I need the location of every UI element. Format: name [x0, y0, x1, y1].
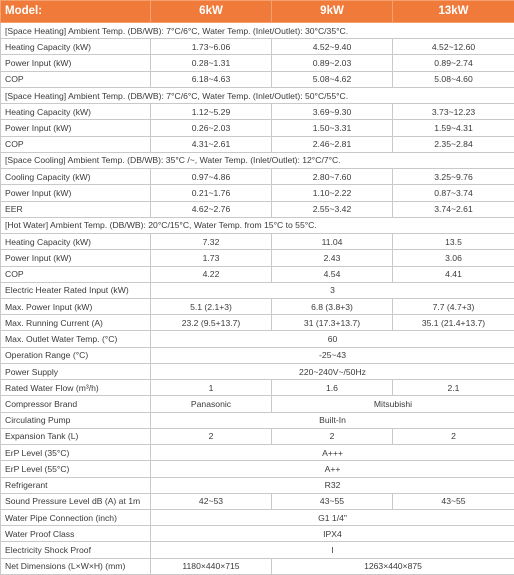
- spec-label: ErP Level (55°C): [1, 461, 151, 477]
- header-row: [1, 1, 514, 23]
- spec-value: 3.74~2.61: [393, 201, 514, 217]
- spec-label: Electricity Shock Proof: [1, 542, 151, 558]
- spec-row: [1, 331, 514, 347]
- spec-value: 1.73~6.06: [151, 39, 272, 55]
- spec-row: [1, 412, 514, 428]
- spec-value: 1.59~4.31: [393, 120, 514, 136]
- spec-label: Sound Pressure Level dB (A) at 1m: [1, 493, 151, 509]
- section-row: [1, 217, 514, 233]
- spec-value: R32: [151, 477, 514, 493]
- spec-value: 3.25~9.76: [393, 169, 514, 185]
- spec-value: 0.21~1.76: [151, 185, 272, 201]
- section-row: [1, 152, 514, 168]
- spec-label: Heating Capacity (kW): [1, 39, 151, 55]
- spec-value: 0.89~2.03: [272, 55, 393, 71]
- spec-row: [1, 461, 514, 477]
- spec-value: 0.26~2.03: [151, 120, 272, 136]
- spec-value: 5.1 (2.1+3): [151, 298, 272, 314]
- spec-label: Expansion Tank (L): [1, 428, 151, 444]
- spec-row: [1, 315, 514, 331]
- spec-label: Circulating Pump: [1, 412, 151, 428]
- spec-value: 0.89~2.74: [393, 55, 514, 71]
- spec-value: 4.31~2.61: [151, 136, 272, 152]
- spec-label: Max. Power Input (kW): [1, 298, 151, 314]
- spec-value: 3: [151, 282, 514, 298]
- spec-value: 5.08~4.60: [393, 71, 514, 87]
- spec-value: 1.50~3.31: [272, 120, 393, 136]
- spec-value: 2.80~7.60: [272, 169, 393, 185]
- spec-row: [1, 542, 514, 558]
- spec-value: 5.08~4.62: [272, 71, 393, 87]
- spec-row: [1, 428, 514, 444]
- spec-value: G1 1/4": [151, 510, 514, 526]
- spec-label: ErP Level (35°C): [1, 445, 151, 461]
- spec-label: Refrigerant: [1, 477, 151, 493]
- spec-label: Compressor Brand: [1, 396, 151, 412]
- spec-value: 220~240V~/50Hz: [151, 363, 514, 379]
- spec-value: 23.2 (9.5+13.7): [151, 315, 272, 331]
- spec-label: EER: [1, 201, 151, 217]
- spec-value: Built-In: [151, 412, 514, 428]
- spec-value: 0.87~3.74: [393, 185, 514, 201]
- spec-label: Power Input (kW): [1, 250, 151, 266]
- spec-value: -25~43: [151, 347, 514, 363]
- spec-label: Water Proof Class: [1, 526, 151, 542]
- spec-value: 60: [151, 331, 514, 347]
- spec-value: 0.28~1.31: [151, 55, 272, 71]
- spec-value: 6.18~4.63: [151, 71, 272, 87]
- spec-row: [1, 396, 514, 412]
- spec-value: 2.35~2.84: [393, 136, 514, 152]
- spec-value: Mitsubishi: [272, 396, 514, 412]
- spec-value: 35.1 (21.4+13.7): [393, 315, 514, 331]
- spec-label: Max. Outlet Water Temp. (°C): [1, 331, 151, 347]
- spec-value: A+++: [151, 445, 514, 461]
- spec-row: [1, 71, 514, 87]
- header-model-9kw: 9kW: [272, 1, 393, 23]
- spec-label: Power Input (kW): [1, 120, 151, 136]
- spec-row: [1, 298, 514, 314]
- spec-value: 43~55: [272, 493, 393, 509]
- spec-label: COP: [1, 71, 151, 87]
- spec-label: Power Input (kW): [1, 185, 151, 201]
- spec-value: 2.46~2.81: [272, 136, 393, 152]
- spec-row: [1, 493, 514, 509]
- spec-value: 4.41: [393, 266, 514, 282]
- spec-row: [1, 477, 514, 493]
- spec-value: 7.7 (4.7+3): [393, 298, 514, 314]
- spec-row: [1, 185, 514, 201]
- spec-value: 1: [151, 380, 272, 396]
- spec-row: [1, 380, 514, 396]
- spec-label: Heating Capacity (kW): [1, 234, 151, 250]
- spec-value: 31 (17.3+13.7): [272, 315, 393, 331]
- spec-row: [1, 510, 514, 526]
- spec-value: 43~55: [393, 493, 514, 509]
- spec-label: Max. Running Current (A): [1, 315, 151, 331]
- spec-label: Rated Water Flow (m³/h): [1, 380, 151, 396]
- spec-value: I: [151, 542, 514, 558]
- section-condition: [Hot Water] Ambient Temp. (DB/WB): 20°C/15°C, Water Temp. from 15°C to 55°C.: [1, 217, 514, 233]
- section-condition: [Space Cooling] Ambient Temp. (DB/WB): 35°C /~, Water Temp. (Inlet/Outlet): 12°C/7°C.: [1, 152, 514, 168]
- spec-row: [1, 234, 514, 250]
- header-model-13kw: 13kW: [393, 1, 514, 23]
- spec-value: IPX4: [151, 526, 514, 542]
- spec-value: 1.12~5.29: [151, 104, 272, 120]
- section-condition: [Space Heating] Ambient Temp. (DB/WB): 7°C/6°C, Water Temp. (Inlet/Outlet): 50°C/55°C.: [1, 87, 514, 103]
- spec-value: 3.06: [393, 250, 514, 266]
- spec-label: Power Input (kW): [1, 55, 151, 71]
- spec-value: 1.10~2.22: [272, 185, 393, 201]
- spec-value: 2: [393, 428, 514, 444]
- spec-row: [1, 347, 514, 363]
- spec-value: 13.5: [393, 234, 514, 250]
- spec-value: 2.43: [272, 250, 393, 266]
- spec-value: 2: [272, 428, 393, 444]
- spec-value: 1.6: [272, 380, 393, 396]
- spec-row: [1, 445, 514, 461]
- spec-value: 2.55~3.42: [272, 201, 393, 217]
- header-model-6kw: 6kW: [151, 1, 272, 23]
- spec-value: 4.52~12.60: [393, 39, 514, 55]
- spec-row: [1, 201, 514, 217]
- spec-value: 42~53: [151, 493, 272, 509]
- spec-row: [1, 266, 514, 282]
- spec-row: [1, 136, 514, 152]
- spec-value: Panasonic: [151, 396, 272, 412]
- spec-label: Water Pipe Connection (inch): [1, 510, 151, 526]
- spec-table-body: [1, 1, 514, 575]
- spec-label: Net Dimensions (L×W×H) (mm): [1, 558, 151, 574]
- spec-value: 4.54: [272, 266, 393, 282]
- spec-value: 4.52~9.40: [272, 39, 393, 55]
- spec-value: 2: [151, 428, 272, 444]
- section-row: [1, 87, 514, 103]
- spec-value: 1263×440×875: [272, 558, 514, 574]
- header-label: Model:: [1, 1, 151, 23]
- spec-row: [1, 55, 514, 71]
- spec-row: [1, 39, 514, 55]
- spec-row: [1, 558, 514, 574]
- spec-label: Operation Range (°C): [1, 347, 151, 363]
- spec-row: [1, 250, 514, 266]
- spec-value: 1.73: [151, 250, 272, 266]
- spec-value: 11.04: [272, 234, 393, 250]
- spec-value: 7.32: [151, 234, 272, 250]
- spec-row: [1, 120, 514, 136]
- spec-value: 3.73~12.23: [393, 104, 514, 120]
- spec-label: Electric Heater Rated Input (kW): [1, 282, 151, 298]
- spec-row: [1, 169, 514, 185]
- spec-value: 6.8 (3.8+3): [272, 298, 393, 314]
- spec-row: [1, 104, 514, 120]
- spec-value: 2.1: [393, 380, 514, 396]
- spec-row: [1, 282, 514, 298]
- spec-value: 4.22: [151, 266, 272, 282]
- section-row: [1, 22, 514, 38]
- spec-label: Power Supply: [1, 363, 151, 379]
- spec-value: 0.97~4.86: [151, 169, 272, 185]
- spec-value: 1180×440×715: [151, 558, 272, 574]
- spec-label: COP: [1, 136, 151, 152]
- spec-row: [1, 526, 514, 542]
- spec-label: Cooling Capacity (kW): [1, 169, 151, 185]
- spec-value: 4.62~2.76: [151, 201, 272, 217]
- spec-value: 3.69~9.30: [272, 104, 393, 120]
- spec-label: COP: [1, 266, 151, 282]
- spec-value: A++: [151, 461, 514, 477]
- spec-label: Heating Capacity (kW): [1, 104, 151, 120]
- spec-row: [1, 363, 514, 379]
- section-condition: [Space Heating] Ambient Temp. (DB/WB): 7°C/6°C, Water Temp. (Inlet/Outlet): 30°C/35°C.: [1, 22, 514, 38]
